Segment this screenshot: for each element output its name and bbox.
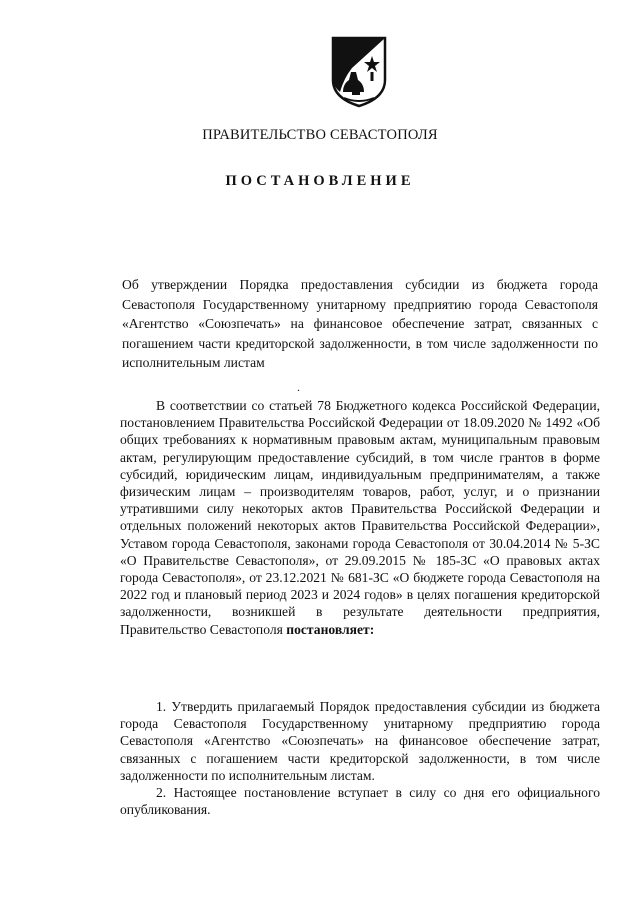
resolution-item: 1. Утвердить прилагаемый Порядок предоставления субсидии из бюджета города Севастополя Государственному унитарному предприятию города Севастополя «Агентство «Союзпечать» на финансовое обеспечение затрат, связанных с погашением части кредиторской задолженности, в том числе задолженности по исполнительным листам. <box>120 699 600 783</box>
resolution-item: 2. Настоящее постановление вступает в силу со дня его официального опубликования. <box>120 785 600 818</box>
resolution-items <box>120 698 600 818</box>
government-title: ПРАВИТЕЛЬСТВО СЕВАСТОПОЛЯ <box>202 127 438 143</box>
coat-of-arms-icon <box>330 34 388 108</box>
document-type: ПОСТАНОВЛЕНИЕ <box>225 173 415 189</box>
resolves-word: постановляет: <box>286 621 375 637</box>
stray-mark: . <box>297 380 300 394</box>
document-subject: Об утверждении Порядка предоставления субсидии из бюджета города Севастополя Государственному унитарному предприятию города Севастополя «Агентство «Союзпечать» на финансовое обеспечение затрат, связанных с погашением части кредиторской задолженности, в том числе задолженности по исполнительным листам <box>122 277 598 371</box>
preamble-paragraph <box>120 397 600 638</box>
preamble-text: В соответствии со статьей 78 Бюджетного кодекса Российской Федерации, постановлением Правительства Российской Федерации от 18.09.2020 № 1492 «Об общих требованиях к нормативным правовым актам, муниципальным правовым актам, регулирующим предоставление субсидий, в том числе грантов в форме субсидий, юридическим лицам, индивидуальным предпринимателям, а также физическим лицам – производителям товаров, работ, услуг, и о признании утратившими силу некоторых актов Правительства Российской Федерации и отдельных положений некоторых актов Правительства Российской Федерации», Уставом города Севастополя, законами города Севастополя от 30.04.2014 № 5-ЗС «О Правительстве Севастополя», от 29.09.2015 № 185-ЗС «О правовых актах города Севастополя», от 23.12.2021 № 681-ЗС «О бюджете города Севастополя на 2022 год и плановый период 2023 и 2024 годов» в целях погашения кредиторской задолженности, возникшей в результате деятельности предприятия, Правительство Севастополя <box>120 398 600 637</box>
